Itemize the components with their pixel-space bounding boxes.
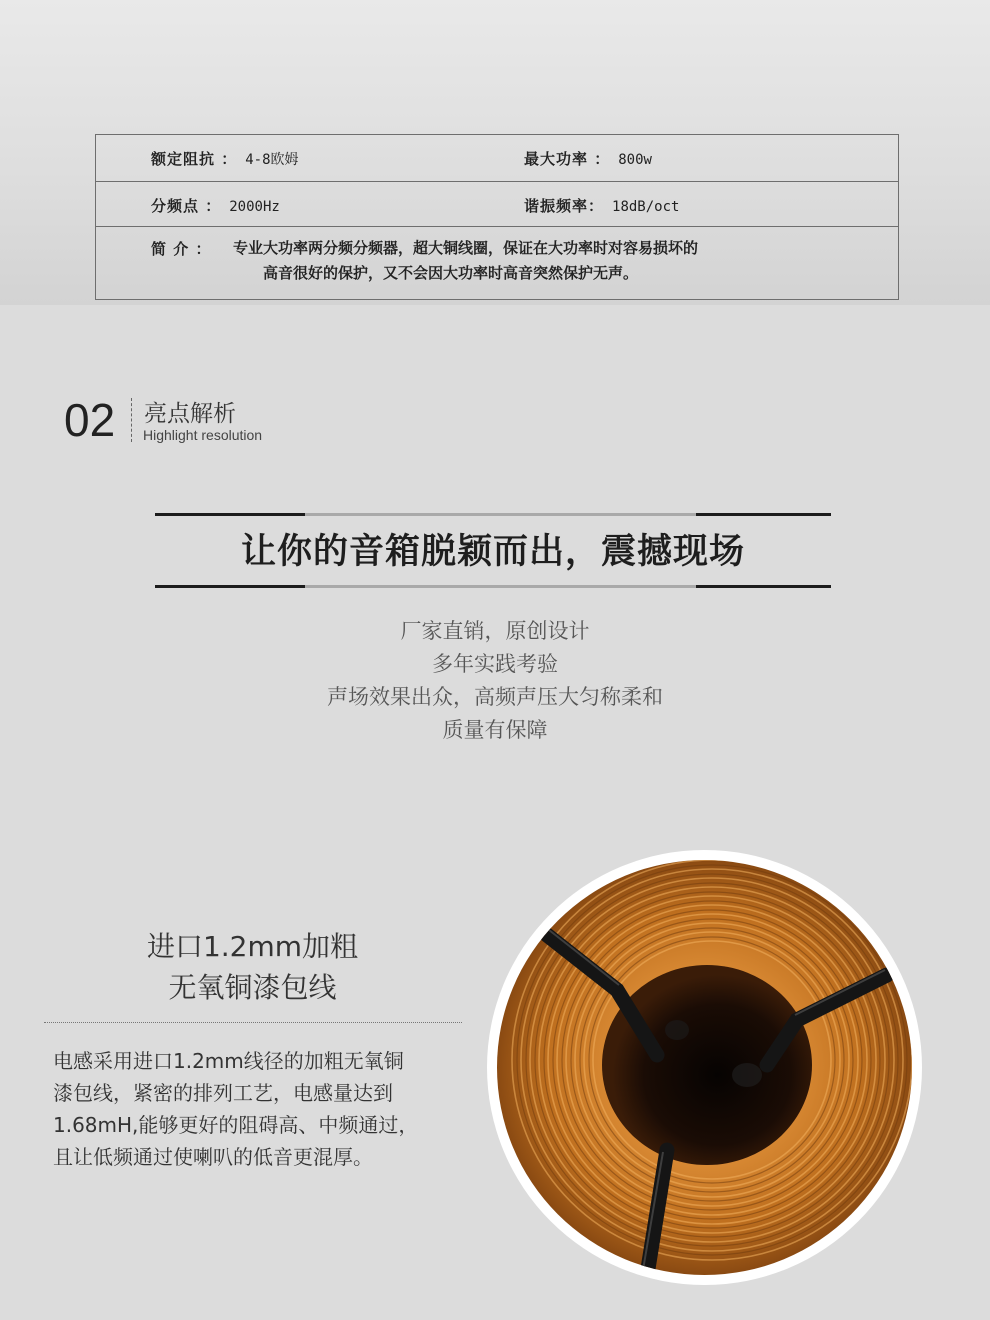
- headline-bottom-rule: [155, 585, 831, 588]
- spec-row-intro: [96, 227, 898, 299]
- spec-resonance: [524, 195, 679, 216]
- coil-desc-line: 1.68mH,能够更好的阻碍高、中频通过，: [53, 1113, 419, 1137]
- coil-description: [53, 1045, 473, 1173]
- spec-intro-line-1: 专业大功率两分频分频器，超大铜线圈，保证在大功率时对容易损坏的: [233, 239, 699, 257]
- spec-intro-text: [233, 236, 843, 286]
- feature-item: 多年实践考验: [432, 652, 558, 676]
- headline-top-rule: [155, 513, 831, 516]
- copper-coil-illustration: [497, 860, 912, 1275]
- spec-table: [95, 134, 899, 300]
- feature-item: 声场效果出众，高频声压大匀称柔和: [327, 685, 663, 709]
- spec-crossover-label: 分频点 ：: [151, 197, 222, 215]
- feature-item: 厂家直销，原创设计: [400, 619, 590, 643]
- spec-impedance-label: 额定阻抗 ：: [151, 150, 238, 168]
- spec-resonance-label: 谐振频率：: [524, 197, 605, 215]
- coil-desc-line: 电感采用进口1.2mm线径的加粗无氧铜: [53, 1049, 404, 1073]
- spec-max-power: [524, 148, 652, 169]
- spec-intro-label: 简 介 ：: [151, 240, 212, 258]
- coil-title: [45, 926, 460, 1008]
- spec-max-power-label: 最大功率 ：: [524, 150, 611, 168]
- dotted-divider: [44, 1022, 462, 1023]
- coil-desc-line: 且让低频通过使喇叭的低音更混厚。: [53, 1145, 373, 1169]
- spec-row-crossover-slope: [96, 182, 898, 227]
- spec-intro-line-2: 高音很好的保护，又不会因大功率时高音突然保护无声。: [263, 264, 639, 282]
- feature-item: 质量有保障: [442, 718, 548, 742]
- section-divider: [131, 398, 132, 442]
- coil-title-line-2: 无氧铜漆包线: [168, 971, 337, 1004]
- spec-impedance: [151, 148, 299, 169]
- section-number: 02: [64, 394, 116, 446]
- section-title-cn: 亮点解析: [144, 401, 236, 427]
- section-title-en: Highlight resolution: [143, 427, 263, 443]
- feature-list: [245, 615, 745, 747]
- headline: 让你的音箱脱颖而出，震撼现场: [240, 532, 745, 572]
- spec-crossover: [151, 195, 280, 216]
- spec-impedance-value: 4-8欧姆: [245, 152, 299, 168]
- coil-desc-line: 漆包线，紧密的排列工艺，电感量达到: [53, 1081, 393, 1105]
- spec-row-impedance-power: [96, 135, 898, 182]
- coil-title-line-1: 进口1.2mm加粗: [146, 930, 359, 963]
- copper-coil-image: [497, 860, 912, 1275]
- spec-max-power-value: 800w: [618, 152, 652, 168]
- spec-resonance-value: 18dB/oct: [612, 199, 680, 215]
- spec-crossover-value: 2000Hz: [229, 199, 280, 215]
